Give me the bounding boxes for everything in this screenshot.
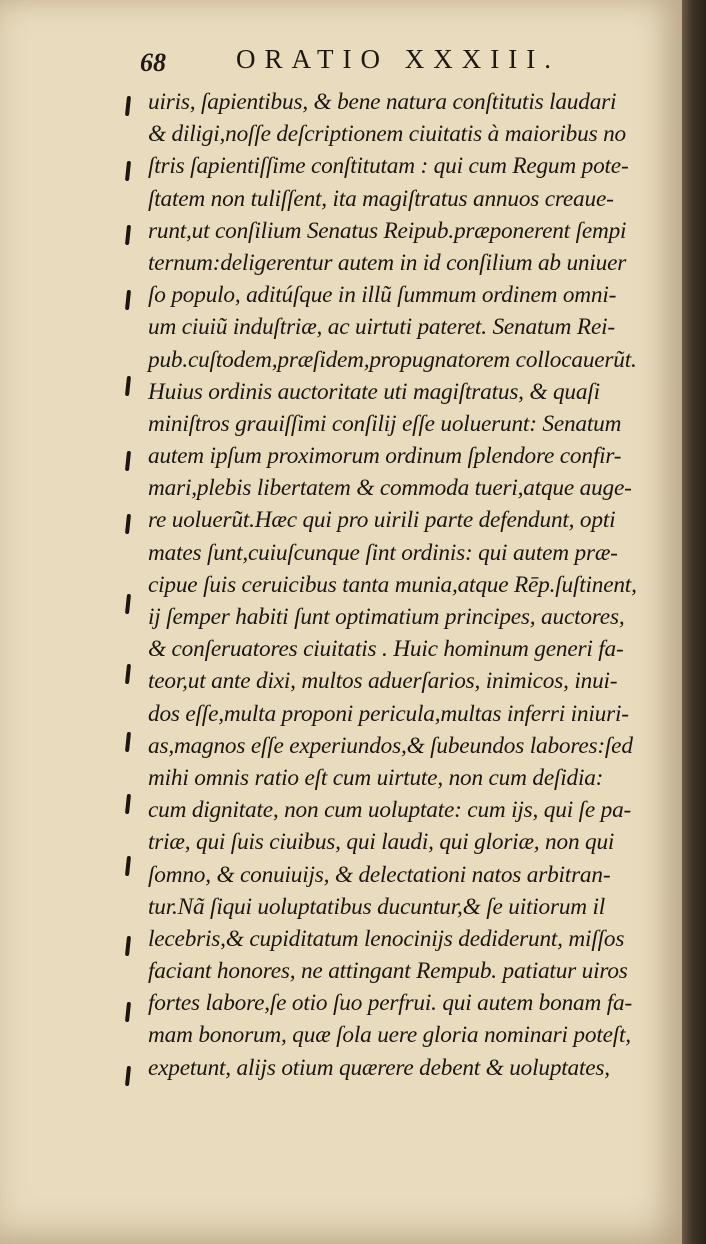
text-line: um ciuiũ induſtriæ, ac uirtuti pateret. Senatum Rei-	[148, 314, 615, 341]
text-line: ſtatem non tuliſſent, ita magiſtratus annuos creaue-	[148, 185, 614, 212]
text-line: lecebris,& cupiditatum lenocinijs dediderunt, miſſos	[148, 925, 625, 952]
text-line: ij ſemper habiti ſunt optimatium principes, auctores,	[148, 604, 625, 630]
text-line: autem ipſum proximorum ordinum ſplendore confir-	[148, 443, 622, 470]
margin-mark	[125, 664, 131, 684]
text-line: miniſtros grauiſſimi conſilij eſſe uoluerunt: Senatum	[148, 410, 622, 437]
text-line: uiris, ſapientibus, & bene natura conſtitutis laudari	[148, 89, 617, 115]
text-line: mari,plebis libertatem & commoda tueri,atque auge-	[148, 475, 632, 502]
text-line: fortes labore,ſe otio ſuo perfrui. qui autem bonam fa-	[148, 990, 633, 1017]
text-line: & diligi,noſſe deſcriptionem ciuitatis à maioribus no	[148, 121, 626, 148]
book-gutter-edge	[682, 0, 706, 1244]
text-line: dos eſſe,multa proponi pericula,multas inferri iniuri-	[148, 700, 629, 727]
margin-mark	[125, 290, 131, 310]
page-number: 68	[140, 48, 166, 77]
text-line: ſomno, & conuiuijs, & delectationi natos arbitran-	[148, 861, 611, 888]
margin-mark	[125, 514, 131, 534]
margin-mark	[125, 96, 131, 116]
text-line: mates ſunt,cuiuſcunque ſint ordinis: qui autem præ-	[148, 539, 618, 566]
text-line: expetunt, alijs otium quærere debent & uoluptates,	[148, 1054, 610, 1081]
text-line: mam bonorum, quæ ſola uere gloria nominari poteſt,	[148, 1022, 631, 1049]
running-head	[140, 44, 580, 82]
margin-mark	[125, 161, 131, 181]
text-line: runt,ut conſilium Senatus Reipub.præponerent ſempi	[148, 217, 627, 244]
text-line: ſo populo, aditúſque in illũ ſummum ordinem omni-	[148, 282, 617, 309]
margin-mark	[125, 1066, 131, 1086]
text-line: cipue ſuis ceruicibus tanta munia,atque Rēp.ſuſtinent,	[148, 571, 637, 598]
margin-mark	[125, 1002, 131, 1022]
margin-mark	[125, 732, 131, 752]
text-line: ternum:deligerentur autem in id conſilium ab uniuer	[148, 249, 627, 276]
text-line: cum dignitate, non cum uoluptate: cum ijs, qui ſe pa-	[148, 797, 632, 824]
text-line: triæ, qui ſuis ciuibus, qui laudi, qui gloriæ, non qui	[148, 829, 615, 856]
running-title: ORATIO XXXIII.	[236, 44, 560, 74]
body-text	[148, 86, 682, 1084]
margin-mark	[125, 856, 131, 876]
text-line: & conſeruatores ciuitatis . Huic hominum generi fa-	[148, 636, 624, 663]
text-line: pub.cuſtodem,præſidem,propugnatorem collocauerũt.	[148, 346, 637, 373]
margin-mark	[125, 936, 131, 956]
text-line: faciant honores, ne attingant Rempub. patiatur uiros	[148, 958, 628, 985]
margin-mark	[125, 225, 131, 245]
text-line: ſtris ſapientiſſime conſtitutam : qui cum Regum pote-	[148, 153, 629, 180]
margin-mark	[125, 451, 131, 471]
margin-mark	[125, 594, 131, 614]
margin-marks	[118, 86, 142, 1106]
margin-mark	[125, 794, 131, 814]
text-line: tur.Nã ſiqui uoluptatibus ducuntur,& ſe uitiorum il	[148, 893, 606, 920]
text-line: Huius ordinis auctoritate uti magiſtratus, & quaſi	[148, 378, 600, 405]
text-line: teor,ut ante dixi, multos aduerſarios, inimicos, inui-	[148, 668, 618, 695]
text-line: re uoluerũt.Hæc qui pro uirili parte defendunt, opti	[148, 507, 616, 534]
text-line: as,magnos eſſe experiundos,& ſubeundos labores:ſed	[148, 732, 633, 759]
margin-mark	[125, 376, 131, 396]
text-line: mihi omnis ratio eſt cum uirtute, non cum deſidia:	[148, 764, 604, 791]
